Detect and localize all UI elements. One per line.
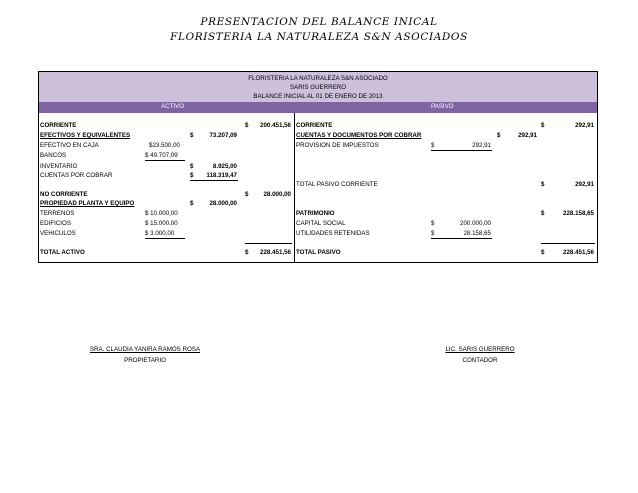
total-activo-label: TOTAL ACTIVO	[40, 249, 85, 256]
section-header-bar	[39, 102, 597, 113]
pasivo-corriente-label: CORRIENTE	[296, 122, 333, 129]
bancos-value: $ 49.707,09	[145, 152, 178, 159]
capital-social-value: 200.000,00	[460, 220, 491, 227]
column-divider	[294, 113, 295, 263]
pasivo-corriente-currency: $	[541, 122, 545, 129]
total-pasivo-corriente-label: TOTAL PASIVO CORRIENTE	[296, 181, 378, 188]
total-pasivo-corriente-value: 292,91	[575, 181, 594, 188]
bancos-underline	[145, 160, 185, 161]
efectivos-total: 73.207,09	[209, 132, 237, 139]
no-corriente-label: NO CORRIENTE	[40, 191, 88, 198]
provision-label: PROVISION DE IMPUESTOS	[296, 142, 379, 149]
provision-value: 292,91	[472, 142, 491, 149]
owner-role: PROPIETARIO	[124, 357, 166, 364]
ppe-label: PROPIEDAD PLANTA Y EQUIPO	[40, 200, 135, 207]
vehiculos-value: $ 3.000,00	[145, 230, 175, 237]
activo-total-topline	[245, 243, 292, 244]
activo-heading: ACTIVO	[161, 103, 185, 110]
total-pasivo-label: TOTAL PASIVO	[296, 249, 341, 256]
activo-corriente-currency: $	[245, 122, 249, 129]
cxc-currency: $	[190, 172, 194, 179]
edificios-value: $ 15.000,00	[145, 220, 178, 227]
accountant-signature-name: LIC. SARIS GUERRERO	[445, 346, 515, 353]
balance-period: BALANCE INICIAL AL 01 DE ENERO DE 2013	[253, 93, 383, 100]
ppe-currency: $	[190, 200, 194, 207]
owner-signature-name: SRA. CLAUDIA YANIRA RAMOS ROSA	[89, 346, 201, 353]
document-subtitle: FLORISTERIA LA NATURALEZA S&N ASOCIADOS	[170, 31, 468, 43]
efectivos-currency: $	[190, 132, 194, 139]
cuentas-documentos-total: 292,91	[518, 132, 537, 139]
utilidades-label: UTILIDADES RETENIDAS	[296, 230, 370, 237]
bancos-label: BANCOS	[40, 152, 67, 159]
accountant-name: SARIS GUERRERO	[289, 84, 347, 91]
cxc-underline	[190, 180, 238, 181]
patrimonio-label: PATRIMONIO	[296, 210, 335, 217]
activo-corriente-label: CORRIENTE	[40, 122, 77, 129]
pasivo-total-topline	[541, 243, 595, 244]
caja-value: $23.500,00	[149, 142, 180, 149]
utilidades-value: 28.158,65	[463, 230, 491, 237]
pasivo-heading: PASIVO	[431, 103, 454, 110]
terrenos-value: $ 10.000,00	[145, 210, 178, 217]
edificios-label: EDIFICIOS	[40, 220, 71, 227]
patrimonio-currency: $	[541, 210, 545, 217]
no-corriente-currency: $	[245, 191, 249, 198]
accountant-role: CONTADOR	[462, 357, 498, 364]
caja-label: EFECTIVO EN CAJA	[40, 142, 99, 149]
total-pasivo-value: 228.451,56	[563, 249, 594, 256]
no-corriente-total: 28.000,00	[263, 191, 291, 198]
terrenos-label: TERRENOS	[40, 210, 75, 217]
company-name: FLORISTERIA LA NATURALEZA S&N ASOCIADO	[248, 75, 388, 82]
cxc-value: 118.319,47	[206, 172, 237, 179]
capital-social-currency: $	[431, 220, 435, 227]
capital-social-label: CAPITAL SOCIAL	[296, 220, 346, 227]
patrimonio-total: 228.158,65	[563, 210, 594, 217]
total-pasivo-corriente-currency: $	[541, 181, 545, 188]
efectivos-label: EFECTIVOS Y EQUIVALENTES	[40, 132, 131, 139]
ppe-total: 28.000,00	[209, 200, 237, 207]
provision-currency: $	[431, 142, 435, 149]
vehiculos-label: VEHICULOS	[40, 230, 76, 237]
activo-corriente-total: 200.451,56	[260, 122, 291, 129]
vehiculos-underline	[145, 238, 185, 239]
inventario-value: 8.925,00	[212, 163, 237, 170]
balance-sheet	[38, 71, 598, 263]
total-pasivo-currency: $	[541, 249, 545, 256]
inventario-label: INVENTARIO	[40, 163, 78, 170]
provision-underline	[431, 150, 492, 151]
cuentas-documentos-currency: $	[497, 132, 501, 139]
inventario-currency: $	[190, 163, 194, 170]
total-activo-currency: $	[245, 249, 249, 256]
utilidades-underline	[431, 238, 492, 239]
utilidades-currency: $	[431, 230, 435, 237]
total-activo-value: 228.451,56	[260, 249, 291, 256]
cuentas-documentos-label: CUENTAS Y DOCUMENTOS POR COBRAR	[296, 132, 422, 139]
cxc-label: CUENTAS POR COBRAR	[40, 172, 113, 179]
document-title: PRESENTACION DEL BALANCE INICAL	[200, 16, 438, 28]
pasivo-corriente-total: 292,91	[575, 122, 594, 129]
